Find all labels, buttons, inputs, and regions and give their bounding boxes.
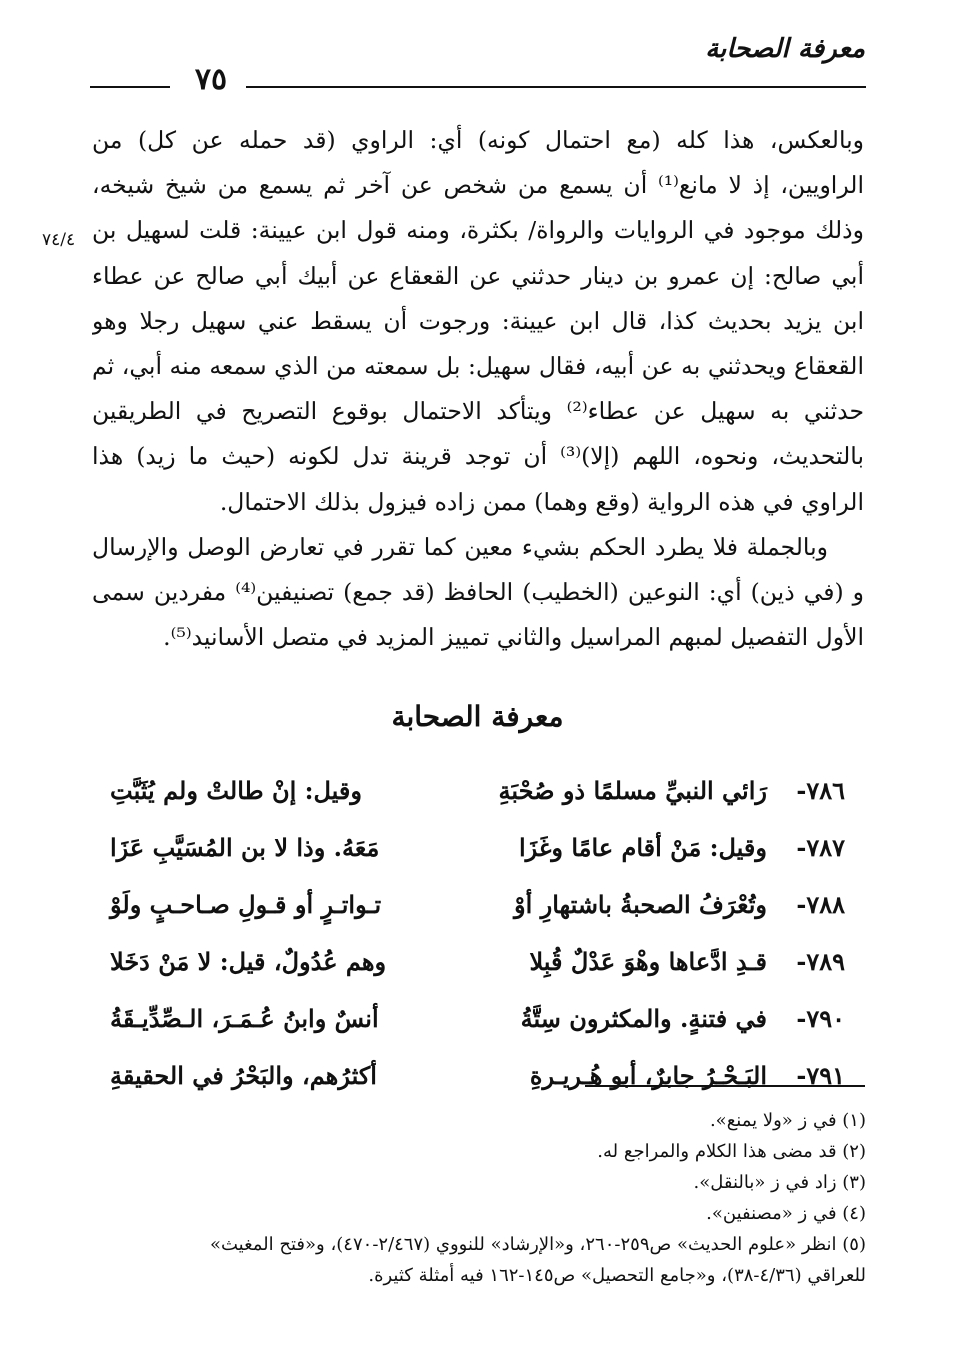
verse-first-hemistich: رَائي النبيِّ مسلمًا ذو صُحْبَةِ [498,776,767,805]
verse-first-hemistich: قـدِ ادَّعاها وهْوَ عَدْلٌ قُبِلا [529,947,767,976]
footnote-continuation: للعراقي (٤/٣٦-٣٨)، و«جامع التحصيل» ص١٤٥-١٦٢ فيه أمثلة كثيرة. [368,1265,866,1286]
verse-second-hemistich: أنسٌ وابنُ عُـمَـرَ، الـصِّدِّيـقَةُ [110,1004,379,1033]
verse-row [110,762,845,819]
header-rule-right [246,86,866,88]
verse-row [110,1047,845,1104]
body-line: الراوي في هذه الرواية (وقع وهما) ممن زاده فيزول بذلك الاحتمال. [219,487,864,516]
verse-number: ٧٨٦- [796,776,845,805]
verse-first-hemistich: البَـحْـرُ جابرٌ، أبو هُـريـرةِ [529,1061,767,1090]
verse-second-hemistich: وقيل: إنْ طالتْ ولم يُثَبَّتِ [110,776,362,805]
body-line: حدثني به سهيل عن عطاء⁽²⁾ ويتأكد الاحتمال بوقوع التصريح في الطريقين [92,397,864,426]
verse-second-hemistich: وهم عُدُولٌ، قيل: لا مَنْ دَخَلا [110,947,387,976]
footnote: (١) في ز «ولا يمنع». [709,1110,866,1131]
verse-number: ٧٩١- [796,1061,845,1090]
verse-first-hemistich: في فتنةٍ. والمكثرون سِتَّةُ [520,1004,767,1033]
footnote: (٣) زاد في ز «بالنقل». [693,1172,866,1193]
margin-page-reference: ٧٤/٤ [42,230,76,250]
verse-number: ٧٨٧- [796,833,845,862]
header-rule-left [90,86,170,88]
page-number: ٧٥ [194,62,228,97]
verse-second-hemistich: أكثرُهم، والبَحْرُ في الحقيقةِ [110,1061,377,1090]
body-line: و (في ذين) أي: النوعين (الخطيب) الحافظ (قد جمع) تصنيفين⁽⁴⁾ مفردين سمى [92,577,864,606]
body-line: الأول التفصيل لمبهم المراسيل والثاني تمييز المزيد في متصل الأسانيد⁽⁵⁾. [163,623,864,652]
footnote: (٤) في ز «مصنفين». [706,1203,866,1224]
verse-row [110,933,845,990]
verse-number: ٧٨٩- [796,947,845,976]
verse-row [110,876,845,933]
verse-row [110,819,845,876]
body-line: الراويين، إذ لا مانع⁽¹⁾ أن يسمع من شخص عن آخر ثم يسمع من شيخ شيخه، [92,171,864,200]
running-title: معرفة الصحابة [705,34,865,64]
body-line: وبالعكس، هذا كله (مع احتمال كونه) أي: الراوي (قد حمله عن كل) من [92,126,864,154]
verse-number: ٧٩٠- [796,1004,845,1033]
footnotes [100,1105,866,1291]
body-line: أبي صالح: إن عمرو بن دينار حدثني عن القعقاع عن أبيك أبي صالح عن عطاء [92,261,864,290]
body-line: وذلك موجود في الروايات والرواة/ بكثرة، ومنه قول ابن عيينة: قلت لسهيل بن [92,216,864,245]
body-line: القعقاع ويحدثني به عن أبيه، فقال سهيل: بل سمعته من الذي سمعه منه أبي، ثم [92,351,864,380]
footnote: (٢) قد مضى هذا الكلام والمراجع له. [597,1141,866,1162]
footnote: (٥) انظر «علوم الحديث» ص٢٥٩-٢٦٠، و«الإرشاد» للنووي (٢/٤٦٧-٤٧٠)، و«فتح المغيث» [209,1234,866,1255]
verse-second-hemistich: مَعَهُ. وذا لا بن المُسَيَّبِ عَزَا [110,833,380,862]
footnote-separator [585,1085,865,1087]
verse-block [110,762,845,1104]
body-line: وبالجملة فلا يطرد الحكم بشيء معين كما تقرر في تعارض الوصل والإرسال [92,532,828,561]
body-line: بالتحديث، ونحوه، اللهم (إلا)⁽³⁾ أن توجد قرينة تدل لكونه (حيث ما زيد) هذا [92,442,864,471]
verse-first-hemistich: وتُعْرَفُ الصحبةُ باشتهارِ أوْ [514,890,767,919]
verse-first-hemistich: وقيل: مَنْ أقام عامًا وغَزَا [518,833,767,862]
body-line: ابن يزيد بحديث كذا، قال ابن عيينة: ورجوت أن يسقط عني سهيل رجلا وهو [92,306,864,335]
body-text [92,118,864,660]
verse-row [110,990,845,1047]
verse-number: ٧٨٨- [796,890,845,919]
section-heading: معرفة الصحابة [391,700,564,733]
verse-second-hemistich: تـواتـرٍ أو قـولِ صـاحـبٍ ولَوْ [110,890,382,919]
